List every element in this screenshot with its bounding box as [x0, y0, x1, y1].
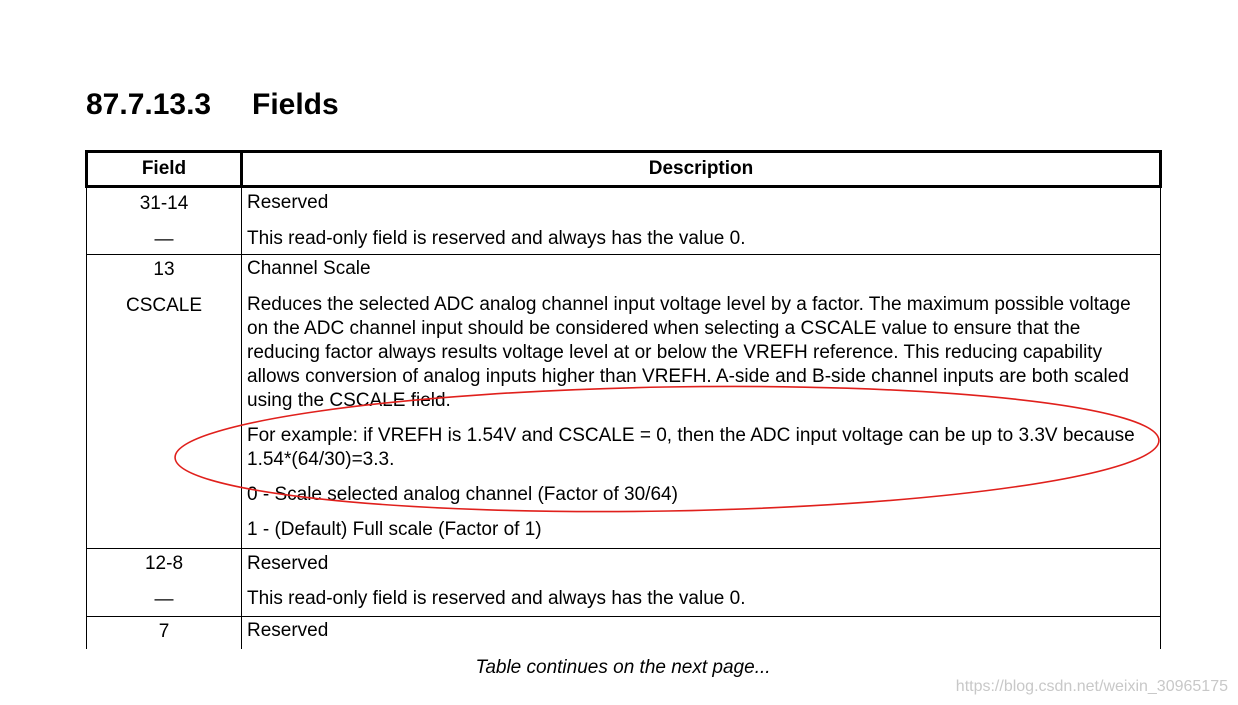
field-name: CSCALE	[125, 295, 203, 316]
table-row	[87, 617, 1161, 650]
description-paragraph: Reduces the selected ADC analog channel input voltage level by a factor. The maximum possible voltage on the ADC channel input should be considered when selecting a CSCALE value to ensure that the reducing factor always results voltage level at or below the VREFH reference. This reducing capability allows conversion of analog inputs higher than VREFH. A-side and B-side channel inputs are both scaled using the CSCALE field.	[247, 294, 1131, 411]
section-title: Fields	[252, 88, 339, 121]
table-row	[87, 187, 1161, 255]
description-option-1: 1 - (Default) Full scale (Factor of 1)	[247, 519, 542, 540]
description-paragraph: This read-only field is reserved and always has the value 0.	[247, 228, 746, 249]
description-cell	[242, 549, 1161, 617]
field-cell	[87, 255, 242, 549]
field-name: —	[154, 589, 174, 610]
description-cell	[242, 617, 1161, 650]
section-heading	[86, 86, 339, 124]
description-example: For example: if VREFH is 1.54V and CSCALE = 0, then the ADC input voltage can be up to 3.3V because 1.54*(64/30)=3.3.	[247, 425, 1135, 470]
field-bits: 13	[153, 259, 175, 280]
description-cell	[242, 187, 1161, 255]
watermark: https://blog.csdn.net/weixin_30965175	[955, 678, 1228, 695]
field-bits: 12-8	[144, 553, 184, 574]
table-continues-note: Table continues on the next page...	[475, 657, 771, 678]
field-name: —	[154, 229, 174, 250]
description-cell	[242, 255, 1161, 549]
description-paragraph: This read-only field is reserved and always has the value 0.	[247, 588, 746, 609]
field-bits: 7	[158, 621, 170, 642]
fields-table	[85, 150, 1162, 649]
field-bits: 31-14	[139, 193, 189, 214]
table-row	[87, 549, 1161, 617]
table-header-row	[87, 152, 1161, 187]
description-title: Reserved	[247, 553, 329, 574]
description-title: Channel Scale	[247, 258, 371, 279]
table-row	[87, 255, 1161, 549]
description-option-0: 0 - Scale selected analog channel (Factor of 30/64)	[247, 484, 678, 505]
field-cell	[87, 549, 242, 617]
field-cell	[87, 617, 242, 650]
header-description: Description	[242, 152, 1161, 187]
field-cell	[87, 187, 242, 255]
description-title: Reserved	[247, 620, 329, 641]
description-title: Reserved	[247, 192, 329, 213]
header-field: Field	[87, 152, 242, 187]
section-number: 87.7.13.3	[86, 88, 212, 121]
